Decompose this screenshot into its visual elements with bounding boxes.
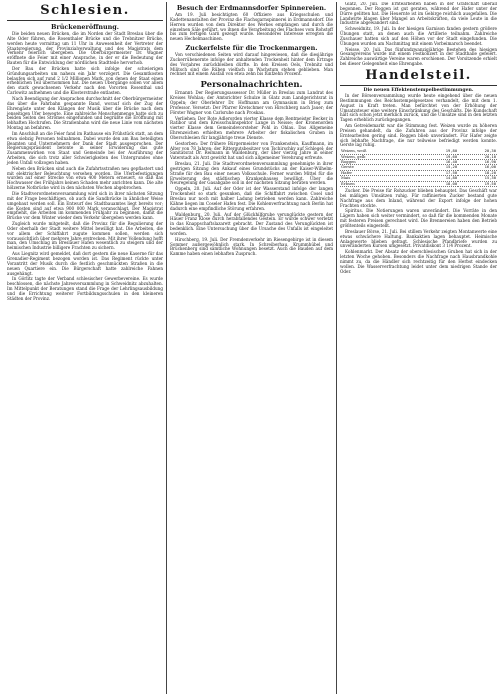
price-cell: 15,30	[458, 176, 497, 181]
article-paragraph: Zucker. Die Preise für Rohzucker blieben behauptet. Das Geschäft war bei mäßigen Umsätzen ruhig. Für raffinierten Zucker bestand gute Nachfrage aus dem Inland, während der Export infolge der hohen Frachten stockte.	[340, 188, 497, 208]
column-1	[4, 2, 166, 694]
column-3	[336, 2, 500, 694]
article-paragraph: In der Börsenversammlung wurde heute eingehend über die neuen Bestimmungen des Reichsstempelgesetzes verhandelt, die mit dem 1. August in Kraft treten. Man befürchtet von der Erhöhung der Umsatzsteuer eine weitere Einschränkung des Geschäfts. Die Kundschaft hält sich schon jetzt merklich zurück, und die Umsätze sind in den letzten Tagen erheblich zurückgegangen.	[340, 92, 497, 123]
article-paragraph: In Görlitz tagte der Verband schlesischer Gewerbevereine. Es wurde beschlossen, die nächste Jahresversammlung in Schweidnitz abzuhalten. Im Mittelpunkt der Beratungen stand die Frage der Lehrlingsausbildung und die Errichtung weiterer Fortbildungsschulen in den kleineren Städten der Provinz.	[7, 276, 163, 301]
article-paragraph: Verliehen: Der Rote Adlerorden vierter Klasse dem Rentmeister Becker in Ratibor und dem Kreisschulinspektor Lange in Neisse; der Kronenorden vierter Klasse dem Gemeindevorsteher Pohl in Ohlau. Das Allgemeine Ehrenzeichen erhielten mehrere Arbeiter der fiskalischen Gruben in Oberschlesien für langjährige treue Dienste.	[170, 115, 333, 140]
article-paragraph: Breslauer Börse, 21. Juli. Bei stillem Verkehr zeigten Montanwerte eine etwas schwächere Haltung. Bankaktien lagen behauptet. Heimische Anlagewerte blieben gefragt. Schlesische Pfandbriefe wurden zu unveränderten Kursen umgesetzt. Privatdiskont 3 1/4 Prozent.	[340, 228, 497, 249]
article-paragraph: Am 19. Juli besichtigten 60 Offiziere aus Kriegsschulen und Kadettenanstalten der Provinz die Flachsgarnspinnerei in Erdmannsdorf. Die Herren wurden von dem Direktor des Werkes empfangen und durch die einzelnen Säle geführt, wo ihnen die Verarbeitung des Flachses vom Rohstoff bis zum fertigen Garn gezeigt wurde. Besonderes Interesse erregten die neuen Hechelmaschinen.	[170, 12, 333, 42]
section-heading: Zuckerfelste für die Trockenmargen.	[185, 44, 318, 53]
commodity-name: Weizen, weiß	[340, 149, 419, 154]
article-paragraph: Im Anschluß an die Feier fand im Rathause ein Frühstück statt, an dem etwa siebzig Personen teilnahmen. Dabei wurde den am Bau beteiligten Beamten und Unternehmern der Dank der Stadt ausgesprochen. Der Regierungspräsident betonte in seiner Erwiderung das gute Zusammenwirken von Staat und Gemeinde bei der Ausführung der Arbeiten, die sich trotz aller Schwierigkeiten des Untergrundes ohne jeden Unfall vollzogen haben.	[7, 130, 163, 165]
price-cell: 17,50	[419, 170, 458, 175]
article-paragraph: Waldenburg, 20. Juli. Auf der Glückhilfgrube verunglückte gestern der Häuer Franz Klose durch herabfallendes Gestein. Er wurde schwer verletzt in das Knappschaftslazarett gebracht. Der Zustand des Verunglückten ist bedenklich. Eine Untersuchung über die Ursache des Unfalls ist eingeleitet worden.	[170, 211, 333, 236]
article-paragraph: Nach Beendigung der Ansprachen durchschnitt der Oberbürgermeister das über die Fahrbahn gespannte Band, worauf sich der Zug der Ehrengäste unter den Klängen der Musik über die Brücke nach dem jenseitigen Ufer bewegte. Eine zahlreiche Menschenmenge hatte sich zu beiden Seiten des Stromes eingefunden und begrüßte die Eröffnung mit lebhaften Hochrufen. Die Straßenbahn wird die neue Linie vom nächsten Montag an befahren.	[7, 95, 163, 131]
commodity-name: Erbsen	[340, 181, 419, 186]
article-paragraph: Am Getreidemarkt war die Stimmung fest. Weizen wurde zu höheren Preisen gehandelt, da die Zufuhren aus der Provinz infolge der Erntearbeiten gering sind. Roggen blieb unverändert. Für Hafer zeigte sich lebhafte Nachfrage, die nur teilweise befriedigt werden konnte. Gerste lag ruhig.	[340, 123, 497, 148]
section-heading: Personalnachrichten.	[200, 80, 303, 91]
article-paragraph: Kohlenmarkt. Der Absatz der oberschlesischen Gruben hat sich in der letzten Woche gehoben. Besonders die Nachfrage nach Hausbrandkohle nimmt zu, da die Händler sich rechtzeitig für den Herbst eindecken wollen. Die Wasserverfrachtung leidet unter dem niedrigen Stande der Oder.	[340, 249, 497, 274]
price-cell: 18,00	[419, 181, 458, 186]
table-row	[340, 181, 497, 186]
price-cell: 19,80	[419, 149, 458, 154]
commodity-name: Gerste	[340, 165, 419, 170]
price-cell: 16,00	[458, 165, 497, 170]
subheading: Die neuen Effektenstempelbestimmungen.	[363, 87, 474, 93]
price-cell: 19,50	[458, 181, 497, 186]
divider-rule	[7, 20, 163, 21]
column-2	[166, 2, 336, 694]
price-cell: 20,30	[458, 149, 497, 154]
article-paragraph: Schweidnitz, 19. Juli. In der hiesigen Garnison fanden gestern größere Übungen statt, an denen auch die Artillerie teilnahm. Zahlreiche Zuschauer hatten sich auf den Höhen vor der Stadt eingefunden. Die Übungen wurden am Nachmittag mit einem Vorbeimarsch beendet.	[340, 26, 497, 46]
price-cell: 16,90	[458, 160, 497, 165]
article-paragraph: Gestorben: Der frühere Bürgermeister von Frankenstein, Kauffmann, im Alter von 78 Jahren; der Rittergutsbesitzer von Tschirschky auf Schlegel; der Sanitätsrat Dr. Reimann in Waldenburg, der über vierzig Jahre in seiner Vaterstadt als Arzt gewirkt hat und sich allgemeiner Verehrung erfreute.	[170, 140, 333, 161]
price-cell: 20,10	[458, 154, 497, 159]
article-paragraph: Ernannt: Der Regierungsassessor Dr. Müller in Breslau zum Landrat des Kreises Wohlau; der Amtsrichter Schulze in Glatz zum Landgerichtsrat in Oppeln; der Oberlehrer Dr. Hoffmann am Gymnasium in Brieg zum Professor. Versetzt: Der Pfarrer Kretschmer von Hirschberg nach Jauer; der Förster Wagner von Carlsruhe nach Proskau.	[170, 90, 333, 115]
commodity-name: Hafer	[340, 170, 419, 175]
article-paragraph: Aus Liegnitz wird gemeldet, daß dort gestern die neue Kaserne für das Grenadier-Regiment bezogen worden ist. Das Regiment rückte unter Vorantritt der Musik durch die festlich geschmückten Straßen in die neuen Quartiere ein. Die Bürgerschaft hatte zahlreiche Fahnen ausgehängt.	[7, 251, 163, 276]
price-cell: 18,20	[458, 170, 497, 175]
article-paragraph: Der Bau der Brücken hatte sich infolge der schwierigen Gründungsarbeiten um nahezu ein Jahr verzögert. Die Gesamtkosten belaufen sich auf rund 2 1/2 Millionen Mark, von denen der Staat einen erheblichen Teil übernommen hat. Die neuen Übergänge sollen vor allem den stark gewachsenen Verkehr nach den Vororten Rosenthal und Carlowitz aufnehmen und die Klosterstraße entlasten.	[7, 65, 163, 96]
article-paragraph: Hirschberg, 19. Juli. Der Fremdenverkehr im Riesengebirge ist in diesem Sommer außergewöhnlich stark. In Schreiberhau, Krummhübel und Brückenberg sind sämtliche Wohnungen besetzt. Auch die Bauden auf dem Kamme haben einen lebhaften Zuspruch.	[170, 236, 333, 257]
commodity-name: Mais	[340, 176, 419, 181]
section-heading: Schlesien.	[40, 3, 130, 18]
article-paragraph: Zugleich wurde mitgeteilt, daß die Provinz für die Regulierung der Oder oberhalb der Stadt weitere Mittel bewilligt hat. Die Arbeiten, die vor allem der Schiffahrt zugute kommen sollen, werden sich voraussichtlich über mehrere Jahre erstrecken. Mit ihrer Vollendung hofft man, den Umschlag im Breslauer Hafen wesentlich zu steigern und der heimischen Industrie billigere Frachten zu sichern.	[7, 221, 164, 251]
article-paragraph: Oppeln, 20. Juli. Auf der Oder ist der Wasserstand infolge der langen Trockenheit so stark gesunken, daß die Schiffahrt zwischen Cosel und Breslau nur noch mit halber Ladung betrieben werden kann. Zahlreiche Kähne liegen im Coseler Hafen fest. Die Kohlenverfrachtung nach Berlin hat dadurch eine empfindliche Störung erfahren.	[170, 186, 333, 211]
newspaper-page	[4, 2, 500, 694]
price-cell: 19,60	[419, 154, 458, 159]
article-paragraph: Glatz, 20. Juli. Die Erntearbeiten haben in der Grafschaft überall begonnen. Der Roggen ist gut geraten, während der Hafer unter der Dürre gelitten hat. Die Heuernte ist im Gebirge reichlich ausgefallen. Die Landwirte klagen über Mangel an Arbeitskräften, da viele Leute in die Industrie abgewandert sind.	[340, 2, 497, 26]
price-cell: 16,40	[419, 160, 458, 165]
divider-rule	[340, 85, 497, 86]
price-cell: 14,80	[419, 176, 458, 181]
article-paragraph: Spiritus. Die Notierungen waren unverändert. Die Vorräte in den Lägern haben sich weiter vermindert, so daß für die kommenden Monate mit festeren Preisen gerechnet wird. Die Brennereien haben den Betrieb größtenteils eingestellt.	[340, 208, 497, 228]
section-heading: Besuch der Erdmannsdorfer Spinnereien.	[176, 4, 327, 12]
article-paragraph: Die beiden neuen Brücken, die im Norden der Stadt Breslau über die Alte Oder führen, die Rosenthaler Brücke und die Trebnitzer Brücke, werden heute vormittag um 11 Uhr in Anwesenheit der Vertreter der Staatsregierung, der Provinzialverwaltung und des Magistrats dem Verkehr feierlich übergeben. Die Oberbürgermeister Dr. Wagner eröffnete die Feier mit einer Ansprache, in der er die Bedeutung der Bauten für die Entwicklung der nördlichen Stadtteile hervorhob.	[7, 31, 163, 66]
article-paragraph: Die Stadtverordnetenversammlung wird sich in ihrer nächsten Sitzung mit der Frage beschäftigen, ob auch die Sandbrücke in ähnlicher Weise umgebaut werden soll. Ein Entwurf des Stadtbauamtes liegt bereits vor; die Kosten sind auf etwa 900 000 Mark veranschlagt. Der Magistrat empfiehlt, die Arbeiten im kommenden Frühjahr zu beginnen, damit die Brücke vor dem Winter wieder dem Verkehr übergeben werden kann.	[7, 191, 163, 221]
section-heading: Handelsteil.	[365, 67, 472, 83]
price-cell: 15,20	[419, 165, 458, 170]
article-paragraph: Neisse, 20. Juli. Das fünfundzwanzigjährige Bestehen des hiesigen Gesangvereins wurde mit einem Festkonzert in der Stadthalle gefeiert. Zahlreiche auswärtige Vereine waren erschienen. Der Vorsitzende erhielt bei dieser Gelegenheit eine Ehrengabe.	[340, 46, 497, 67]
article-paragraph: Von verschiedenen Seiten wird darauf hingewiesen, daß die diesjährige Zuckerrübenernte infolge der anhaltenden Trockenheit hinter dem Ertrage des Vorjahres zurückbleiben dürfte. In den Kreisen Oels, Trebnitz und Militsch sind die Rüben vielfach im Wachstum stehen geblieben. Man rechnet mit einem Ausfall von etwa zehn bis fünfzehn Prozent.	[170, 52, 333, 77]
commodity-name: Roggen	[340, 160, 419, 165]
commodity-name: Weizen, gelb	[340, 154, 419, 159]
price-table	[340, 149, 497, 187]
article-paragraph: Neben den Brücken sind auch die Zufahrtsstraßen neu gepflastert und mit elektrischer Beleuchtung versehen worden. Die Uferbefestigungen wurden auf einer Strecke von etwa 400 Metern erneuert, so daß das Hochwasser des Frühjahrs keinen Schaden mehr anrichten kann. Die alte hölzerne Notbrücke wird in den nächsten Wochen abgebrochen.	[7, 165, 163, 191]
section-heading: Brückeneröffnung.	[50, 23, 120, 31]
article-paragraph: Breslau, 21. Juli. Die Stadtverordnetenversammlung genehmigte in ihrer gestrigen Sitzung den Ankauf eines Grundstücks an der Kaiser-Wilhelm-Straße für den Bau einer neuen Volksschule. Ferner wurden Mittel für die Erweiterung des städtischen Krankenhauses bewilligt. Über die Neuregelung der Gasabgabe soll in der nächsten Sitzung beraten werden.	[170, 161, 333, 186]
